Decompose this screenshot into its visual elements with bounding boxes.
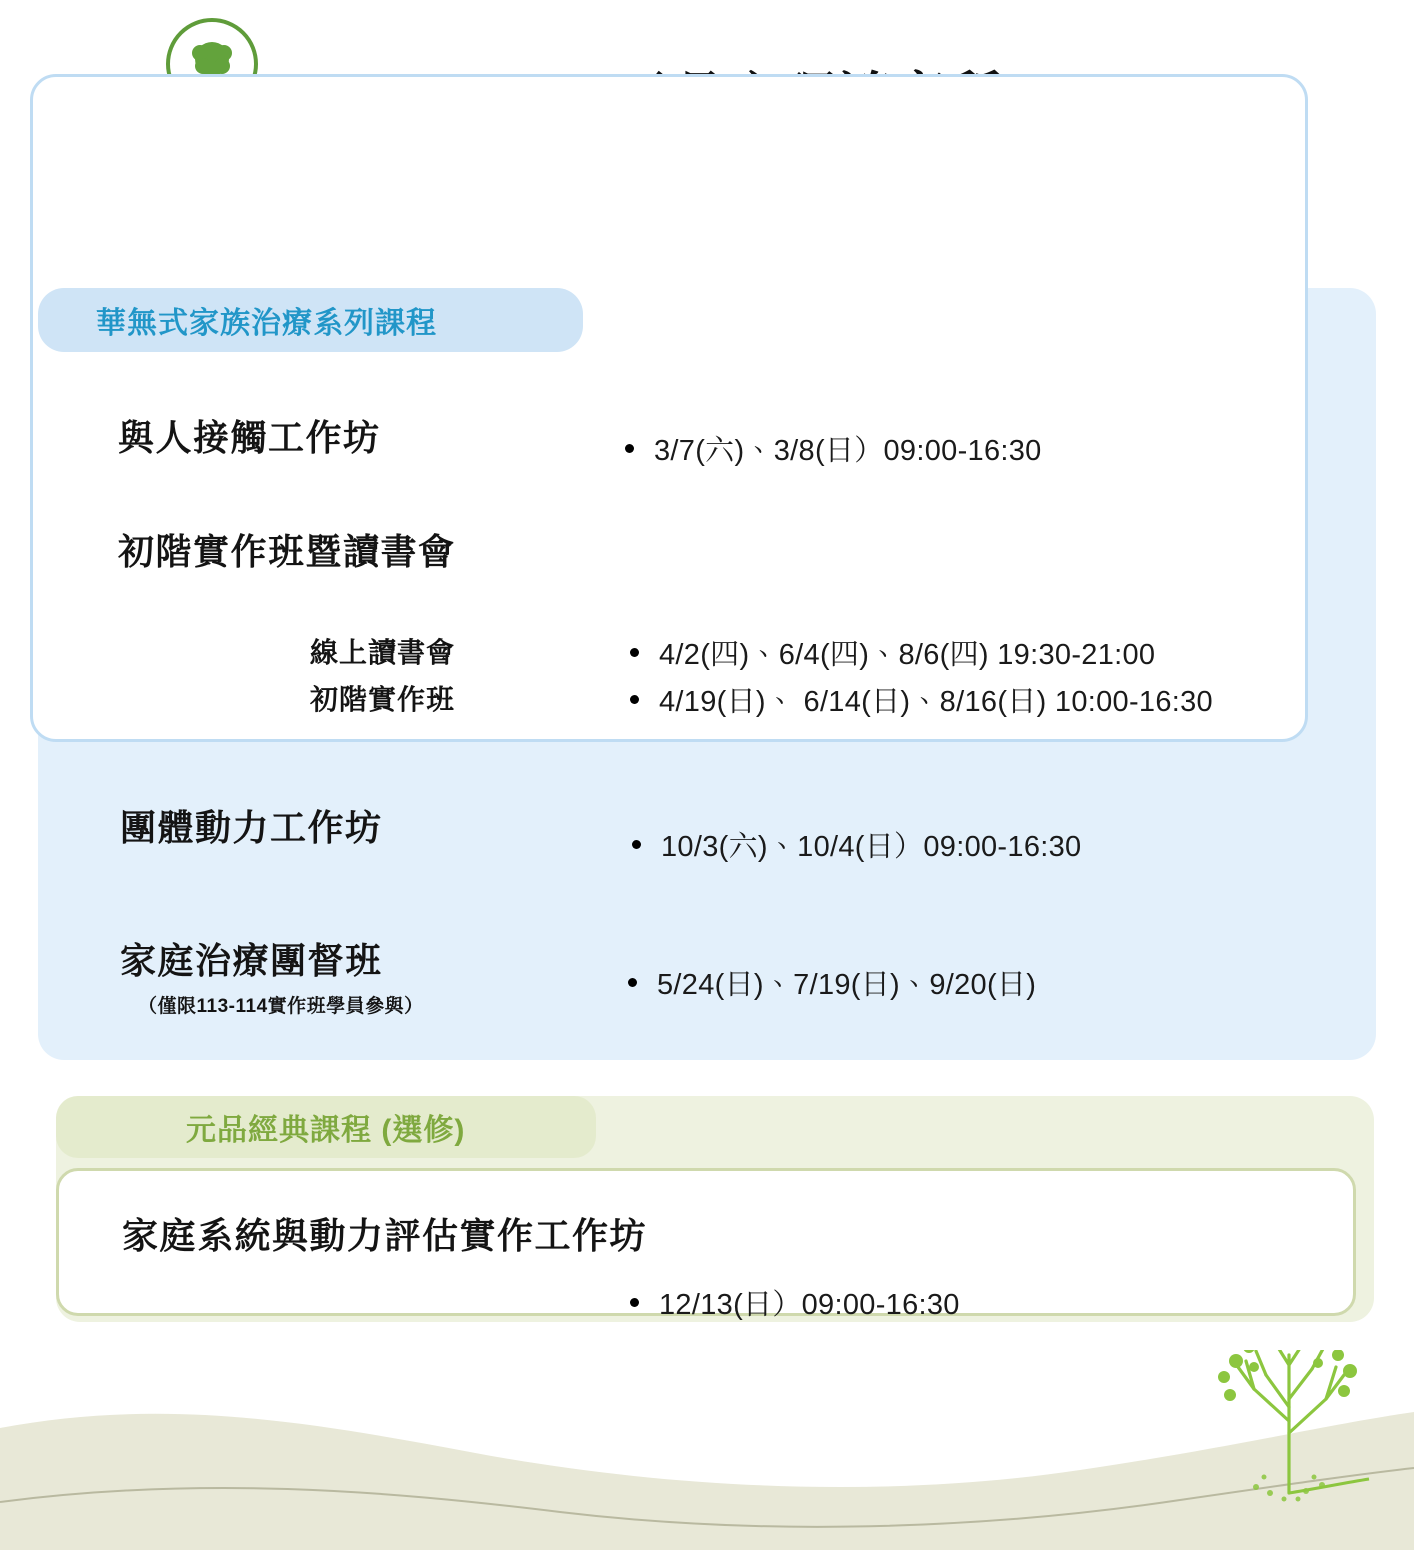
course-title-family-system-assessment: 家庭系統與動力評估實作工作坊 (122, 1215, 648, 1256)
section-classic-courses-tag-label: 元品經典課程 (選修) (186, 1114, 466, 1147)
section-family-therapy-tag-label: 華無式家族治療系列課程 (96, 307, 437, 340)
course-title-family-supervision: 家庭治療團督班 (120, 940, 383, 981)
footer-decoration (0, 1350, 1414, 1550)
bullet-icon (625, 444, 634, 453)
schedule-row-contact-workshop (625, 428, 1042, 469)
course-title-basic-practice: 初階實作班暨讀書會 (118, 531, 456, 572)
section-classic-courses-tag (56, 1096, 596, 1158)
subcourse-label-online-reading: 線上讀書會 (310, 637, 456, 668)
schedule-family-supervision: 5/24(日)、7/19(日)、9/20(日) (657, 969, 1037, 1001)
bullet-icon (630, 648, 639, 657)
course-note-family-supervision: （僅限113-114實作班學員參與） (138, 996, 424, 1017)
schedule-online-reading: 4/2(四)、6/4(四)、8/6(四) 19:30-21:00 (659, 639, 1156, 671)
schedule-basic-practice: 4/19(日)、 6/14(日)、8/16(日) 10:00-16:30 (659, 686, 1213, 718)
subcourse-label-basic-practice: 初階實作班 (310, 684, 456, 715)
schedule-row-family-supervision (628, 962, 1036, 1003)
bullet-icon (628, 978, 637, 987)
schedule-group-dynamics: 10/3(六)、10/4(日）09:00-16:30 (661, 831, 1082, 863)
section-family-therapy-tag (38, 288, 583, 352)
bullet-icon (630, 1298, 639, 1307)
bullet-icon (630, 695, 639, 704)
schedule-row-online-reading (630, 632, 1155, 673)
schedule-row-basic-practice (630, 679, 1213, 720)
bullet-icon (632, 840, 641, 849)
schedule-family-system-assessment: 12/13(日）09:00-16:30 (659, 1289, 960, 1321)
schedule-row-group-dynamics (632, 824, 1081, 865)
course-title-group-dynamics: 團體動力工作坊 (120, 807, 383, 848)
tree-decoration-icon (1194, 1350, 1384, 1508)
schedule-contact-workshop: 3/7(六)、3/8(日）09:00-16:30 (654, 435, 1042, 467)
schedule-row-family-system-assessment (630, 1282, 960, 1323)
course-title-contact-workshop: 與人接觸工作坊 (118, 417, 381, 458)
